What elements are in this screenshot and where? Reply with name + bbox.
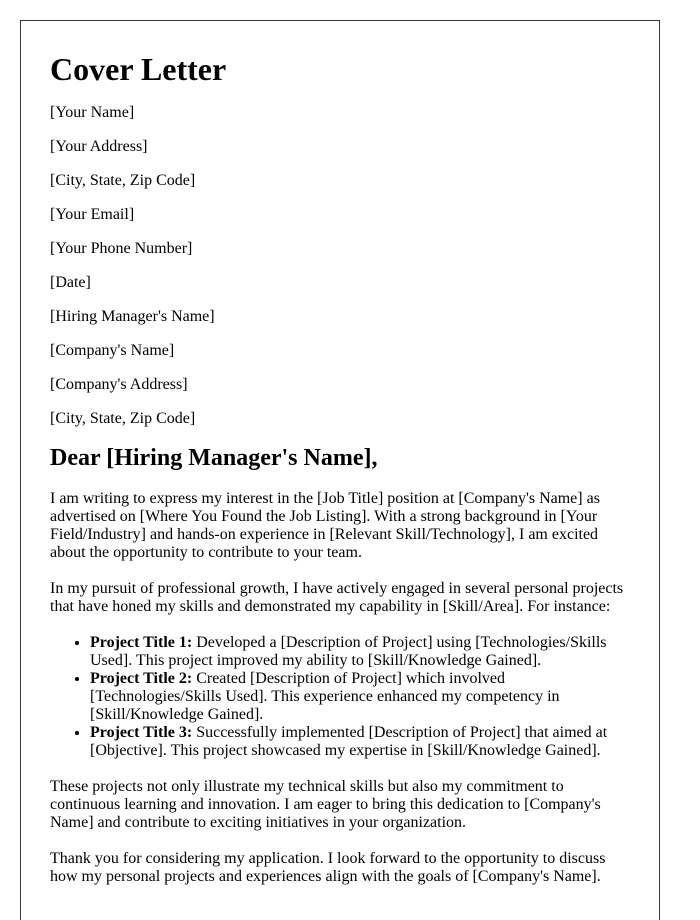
sender-address: [Your Address] [50, 138, 148, 155]
list-item [90, 724, 630, 760]
sender-name: [Your Name] [50, 104, 135, 121]
recipient-company: [Company's Name] [50, 342, 175, 359]
recipient-name: [Hiring Manager's Name] [50, 308, 215, 325]
list-item [90, 634, 630, 670]
sender-phone: [Your Phone Number] [50, 240, 193, 257]
letter-date: [Date] [50, 274, 91, 291]
page-title: Cover Letter [50, 51, 227, 87]
project-title: Project Title 2: [90, 670, 193, 687]
sender-block [50, 104, 630, 292]
letter-page [20, 20, 660, 920]
list-item [90, 670, 630, 724]
recipient-city-state-zip: [City, State, Zip Code] [50, 410, 196, 427]
recipient-address: [Company's Address] [50, 376, 188, 393]
project-description: Successfully implemented [Description of Project] that aimed at [Objective]. This project showcased my expertise in [Skill/Knowledge Gained]. [90, 724, 608, 759]
sender-city-state-zip: [City, State, Zip Code] [50, 172, 196, 189]
sender-email: [Your Email] [50, 206, 135, 223]
projects-intro-paragraph: In my pursuit of professional growth, I have actively engaged in several personal projects that have honed my skills and demonstrated my capability in [Skill/Area]. For instance: [50, 580, 624, 615]
commitment-paragraph: These projects not only illustrate my technical skills but also my commitment to continuous learning and innovation. I am eager to bring this dedication to [Company's Name] and contribute to exciting initiatives in your organization. [50, 778, 601, 831]
project-list [50, 634, 630, 760]
project-description: Developed a [Description of Project] using [Technologies/Skills Used]. This project improved my ability to [Skill/Knowledge Gained]. [90, 634, 607, 669]
project-description: Created [Description of Project] which involved [Technologies/Skills Used]. This experience enhanced my competency in [Skill/Knowledge Gained]. [90, 670, 560, 723]
salutation: Dear [Hiring Manager's Name], [50, 445, 378, 471]
closing-paragraph: Thank you for considering my application. I look forward to the opportunity to discuss how my personal projects and experiences align with the goals of [Company's Name]. [50, 850, 606, 885]
recipient-block [50, 308, 630, 428]
project-title: Project Title 1: [90, 634, 193, 651]
intro-paragraph: I am writing to express my interest in the [Job Title] position at [Company's Name] as advertised on [Where You Found the Job Listing]. With a strong background in [Your Field/Industry] and hands-on experience in [Relevant Skill/Technology], I am excited about the opportunity to contribute to your team. [50, 490, 600, 561]
project-title: Project Title 3: [90, 724, 193, 741]
